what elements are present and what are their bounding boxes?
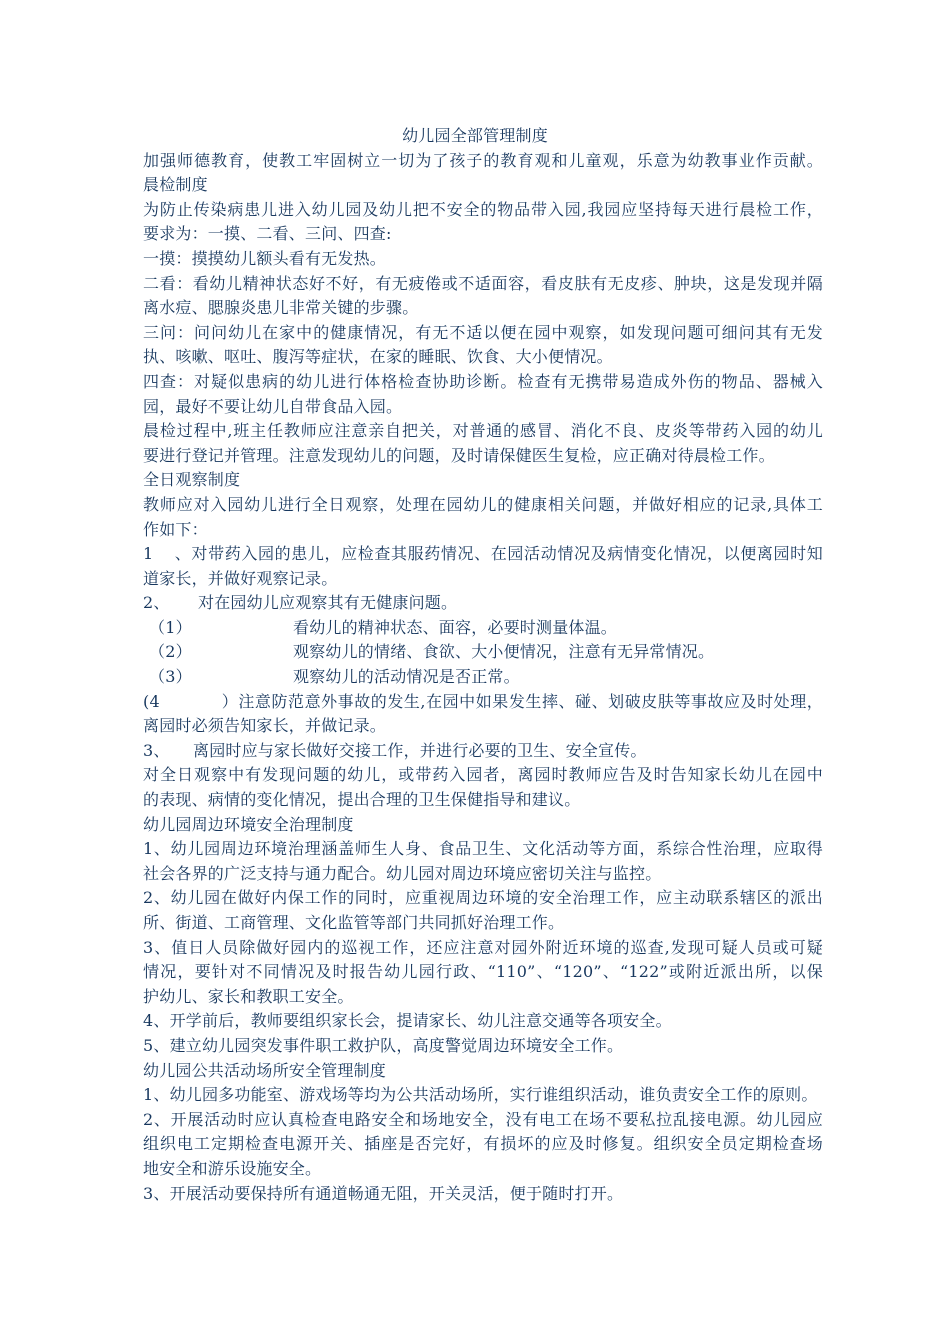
surroundings-rule-2-cont: 所、街道、工商管理、文化监管等部门共同抓好治理工作。 (143, 913, 565, 932)
all-day-subitem-3 (143, 665, 823, 690)
inspect-step-cont: 园，最好不要让幼儿自带食品入园。 (143, 396, 403, 416)
ask-step: 三问：问问幼儿在家中的健康情况，有无不适以便在园中观察，如发现问题可细问其有无发 (143, 322, 823, 342)
item-number: 3、 (143, 740, 170, 760)
all-day-subitem-4-cont: 离园时必须告知家长，并做记录。 (143, 716, 387, 736)
subitem-number: (4） (143, 691, 238, 711)
subitem-text: 看幼儿的精神状态、面容，必要时测量体温。 (293, 617, 618, 637)
document-title: 幼儿园全部管理制度 (402, 126, 548, 145)
all-day-item-3 (143, 739, 823, 764)
touch-step: 一摸：摸摸幼儿额头看有无发热。 (143, 248, 387, 268)
all-day-subitem-2 (143, 640, 823, 665)
item-text: 对在园幼儿应观察其有无健康问题。 (198, 593, 458, 613)
subitem-number: （2） (149, 642, 192, 662)
morning-check-paragraph-cont: 要求为：一摸、二看、三问、四查: (143, 224, 392, 244)
all-day-subitem-4 (143, 690, 823, 715)
public-places-rule-2: 2、开展活动时应认真检查电路安全和场地安全，没有电工在场不要私拉乱接电源。幼儿园应 (143, 1109, 823, 1129)
all-day-item-1 (143, 542, 823, 567)
item-number: 1、 (143, 544, 191, 564)
surroundings-rule-1-cont: 社会各界的广泛支持与通力配合。幼儿园对周边环境应密切关注与监控。 (143, 863, 662, 883)
all-day-item-1-cont: 道家长，并做好观察记录。 (143, 568, 338, 588)
all-day-subitem-1 (143, 616, 823, 641)
morning-check-paragraph: 为防止传染病患儿进入幼儿园及幼儿把不安全的物品带入园,我园应坚持每天进行晨检工作， (143, 199, 823, 219)
item-number: 2、 (143, 593, 170, 613)
public-places-rule-1: 1、幼儿园多功能室、游戏场等均为公共活动场所，实行谁组织活动，谁负责安全工作的原则。 (143, 1085, 818, 1105)
subitem-number: （3） (149, 667, 192, 687)
subitem-text: 注意防范意外事故的发生,在园中如果发生摔、碰、划破皮肤等事故应及时处理， (238, 691, 823, 711)
surroundings-rule-2: 2、幼儿园在做好内保工作的同时，应重视周边环境的安全治理工作，应主动联系辖区的派出 (143, 888, 823, 908)
look-step-cont: 离水痘、腮腺炎患儿非常关键的步骤。 (143, 298, 419, 318)
surroundings-rule-3-end: 护幼儿、家长和教职工安全。 (143, 986, 354, 1006)
public-places-rule-2-cont: 组织电工定期检查电源开关、插座是否完好，有损坏的应及时修复。组织安全员定期检查场 (143, 1134, 823, 1154)
section-heading-all-day: 全日观察制度 (143, 470, 241, 490)
item-text: 对带药入园的患儿，应检查其服药情况、在园活动情况及病情变化情况，以便离园时知 (191, 544, 823, 564)
all-day-closing-cont: 的表现、病情的变化情况，提出合理的卫生保健指导和建议。 (143, 790, 581, 810)
inspect-step: 四查：对疑似患病的幼儿进行体格检查协助诊断。检查有无携带易造成外伤的物品、器械入 (143, 371, 823, 391)
all-day-paragraph-cont: 作如下： (143, 519, 208, 539)
section-heading-public-places: 幼儿园公共活动场所安全管理制度 (143, 1060, 387, 1080)
surroundings-rule-5: 5、建立幼儿园突发事件职工救护队，高度警觉周边环境安全工作。 (143, 1035, 624, 1055)
subitem-text: 观察幼儿的情绪、食欲、大小便情况，注意有无异常情况。 (293, 642, 715, 662)
public-places-rule-3: 3、开展活动要保持所有通道畅通无阻，开关灵活，便于随时打开。 (143, 1183, 624, 1203)
section-heading-surroundings: 幼儿园周边环境安全治理制度 (143, 814, 354, 834)
surroundings-rule-3-cont: 情况，要针对不同情况及时报告幼儿园行政、“110”、“120”、“122”或附近派出所，以保 (143, 962, 823, 982)
surroundings-rule-3: 3、值日人员除做好园内的巡视工作，还应注意对园外附近环境的巡查,发现可疑人员或可疑 (143, 937, 823, 957)
morning-check-process: 晨检过程中,班主任教师应注意亲自把关，对普通的感冒、消化不良、皮炎等带药入园的幼儿 (143, 421, 823, 441)
surroundings-rule-1: 1、幼儿园周边环境治理涵盖师生人身、食品卫生、文化活动等方面，系综合性治理，应取得 (143, 839, 823, 859)
subitem-number: （1） (149, 617, 192, 637)
all-day-closing: 对全日观察中有发现问题的幼儿，或带药入园者，离园时教师应告及时告知家长幼儿在园中 (143, 765, 823, 785)
item-text: 离园时应与家长做好交接工作，并进行必要的卫生、安全宣传。 (193, 740, 647, 760)
morning-check-process-cont: 要进行登记并管理。注意发现幼儿的问题，及时请保健医生复检，应正确对待晨检工作。 (143, 445, 775, 465)
subitem-text: 观察幼儿的活动情况是否正常。 (293, 667, 520, 687)
look-step: 二看：看幼儿精神状态好不好，有无疲倦或不适面容，看皮肤有无皮疹、肿块，这是发现并隔 (143, 273, 823, 293)
ask-step-cont: 执、咳嗽、呕吐、腹泻等症状，在家的睡眠、饮食、大小便情况。 (143, 347, 613, 367)
all-day-item-2 (143, 591, 823, 616)
surroundings-rule-4: 4、开学前后，教师要组织家长会，提请家长、幼儿注意交通等各项安全。 (143, 1011, 672, 1031)
public-places-rule-2-end: 地安全和游乐设施安全。 (143, 1158, 322, 1178)
intro-paragraph: 加强师德教育，使教工牢固树立一切为了孩子的教育观和儿童观，乐意为幼教事业作贡献。 (143, 150, 823, 170)
section-heading-morning-check: 晨检制度 (143, 175, 208, 195)
document-page (143, 124, 823, 1206)
all-day-paragraph: 教师应对入园幼儿进行全日观察，处理在园幼儿的健康相关问题，并做好相应的记录,具体工 (143, 494, 823, 514)
